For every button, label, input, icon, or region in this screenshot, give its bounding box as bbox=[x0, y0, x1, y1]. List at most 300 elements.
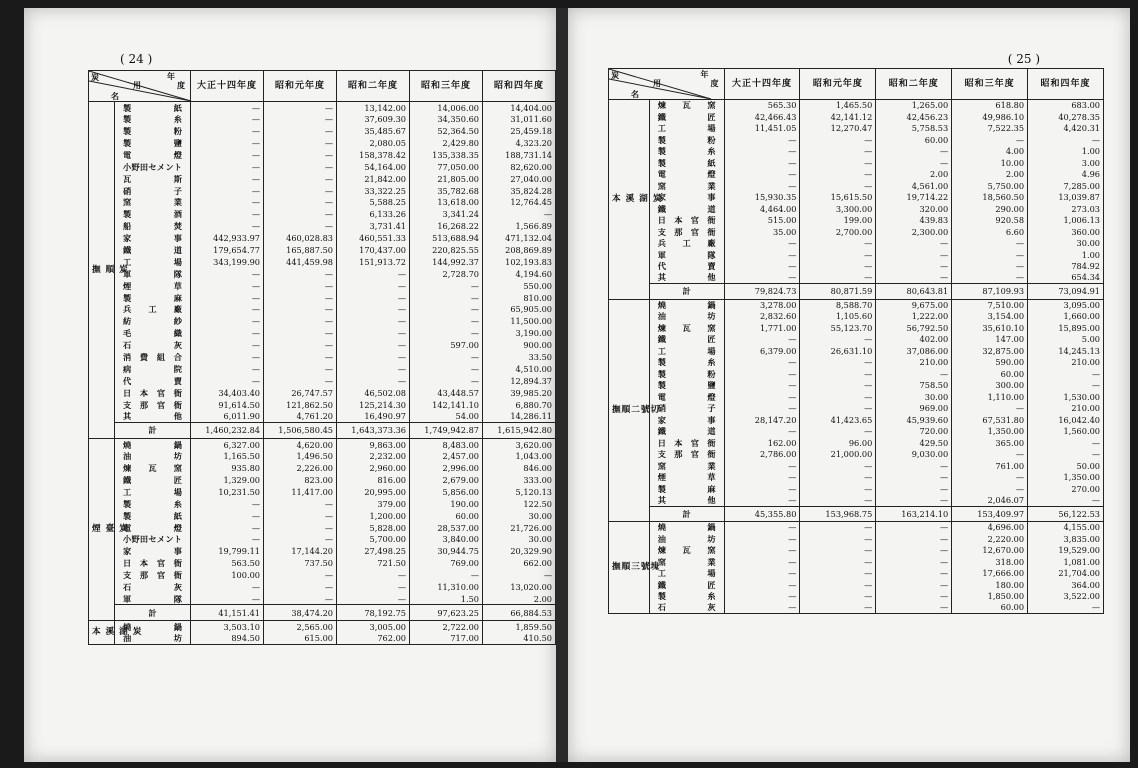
value-cell: 1,496.50 bbox=[264, 450, 337, 462]
value-cell: 16,490.97 bbox=[337, 411, 410, 423]
value-cell: 550.00 bbox=[483, 280, 556, 292]
value-cell: — bbox=[337, 268, 410, 280]
value-cell: — bbox=[876, 483, 952, 495]
header-name-label: 名 bbox=[111, 91, 120, 101]
value-cell: — bbox=[724, 368, 800, 380]
value-cell: 3,005.00 bbox=[337, 621, 410, 633]
value-cell: 9,030.00 bbox=[876, 449, 952, 461]
table-row bbox=[89, 209, 556, 221]
value-cell: 151,913.72 bbox=[337, 256, 410, 268]
usage-label: 鐵匠 bbox=[649, 579, 724, 591]
usage-label: 其他 bbox=[649, 495, 724, 507]
table-row bbox=[609, 403, 1104, 415]
value-cell: 761.00 bbox=[952, 460, 1028, 472]
header-year: 昭和三年度 bbox=[410, 71, 483, 102]
usage-label: 日本官衙 bbox=[115, 557, 191, 569]
table-row bbox=[89, 363, 556, 375]
usage-label: 製紙 bbox=[649, 157, 724, 169]
value-cell: 210.00 bbox=[876, 357, 952, 369]
usage-label: 窯業 bbox=[115, 197, 191, 209]
value-cell: — bbox=[483, 209, 556, 221]
value-cell: 2,786.00 bbox=[724, 449, 800, 461]
value-cell: 60.00 bbox=[410, 510, 483, 522]
value-cell: 8,483.00 bbox=[410, 438, 483, 450]
table-row bbox=[609, 226, 1104, 238]
table-row bbox=[89, 113, 556, 125]
usage-label: 其他 bbox=[649, 272, 724, 284]
value-cell: 147.00 bbox=[952, 334, 1028, 346]
value-cell: — bbox=[724, 249, 800, 261]
value-cell: 42,466.43 bbox=[724, 111, 800, 123]
value-cell: — bbox=[1028, 134, 1104, 146]
value-cell: — bbox=[264, 593, 337, 605]
table-row bbox=[609, 146, 1104, 158]
table-row bbox=[609, 180, 1104, 192]
table-row bbox=[609, 602, 1104, 614]
value-cell: — bbox=[800, 568, 876, 580]
usage-label: 製糸 bbox=[649, 357, 724, 369]
value-cell: 935.80 bbox=[191, 462, 264, 474]
table-row bbox=[609, 437, 1104, 449]
value-cell: 2,832.60 bbox=[724, 311, 800, 323]
value-cell: 21,704.00 bbox=[1028, 568, 1104, 580]
value-cell: — bbox=[800, 545, 876, 557]
usage-label: 軍隊 bbox=[649, 249, 724, 261]
value-cell: 20,329.90 bbox=[483, 545, 556, 557]
value-cell: 6,379.00 bbox=[724, 345, 800, 357]
value-cell: — bbox=[724, 169, 800, 181]
value-cell: — bbox=[724, 460, 800, 472]
table-row bbox=[609, 568, 1104, 580]
page-number: ( 24 ) bbox=[120, 52, 153, 66]
value-cell: 9,863.00 bbox=[337, 438, 410, 450]
value-cell: 5,588.25 bbox=[337, 197, 410, 209]
value-cell: — bbox=[724, 556, 800, 568]
value-cell: — bbox=[191, 593, 264, 605]
total-label: 計 bbox=[649, 284, 724, 300]
table-row bbox=[89, 545, 556, 557]
value-cell: 19,799.11 bbox=[191, 545, 264, 557]
value-cell: 4,510.00 bbox=[483, 363, 556, 375]
value-cell: 565.30 bbox=[724, 100, 800, 112]
value-cell: — bbox=[952, 272, 1028, 284]
usage-label: 支那官衙 bbox=[115, 399, 191, 411]
table-row bbox=[89, 486, 556, 498]
value-cell: 1,006.13 bbox=[1028, 215, 1104, 227]
value-cell: 1,222.00 bbox=[876, 311, 952, 323]
total-value-cell: 1,460,232.84 bbox=[191, 423, 264, 439]
table-header bbox=[89, 71, 556, 102]
usage-label: 家事 bbox=[649, 414, 724, 426]
value-cell: 43,448.57 bbox=[410, 387, 483, 399]
value-cell: — bbox=[264, 113, 337, 125]
value-cell: 460,028.83 bbox=[264, 232, 337, 244]
value-cell: 5.00 bbox=[1028, 334, 1104, 346]
value-cell: — bbox=[264, 292, 337, 304]
usage-label: 製酒 bbox=[115, 209, 191, 221]
value-cell: 270.00 bbox=[1028, 483, 1104, 495]
value-cell: 162.00 bbox=[724, 437, 800, 449]
value-cell: 42,141.12 bbox=[800, 111, 876, 123]
value-cell: 15,930.35 bbox=[724, 192, 800, 204]
value-cell: 31,011.60 bbox=[483, 113, 556, 125]
value-cell: 2,996.00 bbox=[410, 462, 483, 474]
value-cell: 54,164.00 bbox=[337, 161, 410, 173]
value-cell: 1.50 bbox=[410, 593, 483, 605]
value-cell: — bbox=[264, 197, 337, 209]
usage-label: 日本官衙 bbox=[649, 215, 724, 227]
value-cell: — bbox=[876, 146, 952, 158]
value-cell: 190.00 bbox=[410, 498, 483, 510]
value-cell: 683.00 bbox=[1028, 100, 1104, 112]
usage-label: 油坊 bbox=[649, 533, 724, 545]
value-cell: — bbox=[410, 569, 483, 581]
usage-label: 製糸 bbox=[115, 498, 191, 510]
value-cell: 758.50 bbox=[876, 380, 952, 392]
value-cell: 158,378.42 bbox=[337, 149, 410, 161]
usage-label: 小野田セメント bbox=[115, 161, 191, 173]
value-cell: 188,731.14 bbox=[483, 149, 556, 161]
value-cell: 135,338.35 bbox=[410, 149, 483, 161]
usage-label: 支那官衙 bbox=[649, 449, 724, 461]
table-row bbox=[609, 203, 1104, 215]
value-cell: 563.50 bbox=[191, 557, 264, 569]
table-row bbox=[89, 510, 556, 522]
value-cell: — bbox=[264, 173, 337, 185]
value-cell: — bbox=[191, 161, 264, 173]
value-cell: 2,046.07 bbox=[952, 495, 1028, 507]
value-cell: 14,006.00 bbox=[410, 102, 483, 114]
header-degree-label: 度 bbox=[177, 80, 186, 90]
value-cell: 17,144.20 bbox=[264, 545, 337, 557]
value-cell: 220,825.55 bbox=[410, 244, 483, 256]
left-page bbox=[24, 8, 556, 762]
usage-label: 窯業 bbox=[649, 180, 724, 192]
usage-label: 燒鍋 bbox=[115, 438, 191, 450]
value-cell: 18,560.50 bbox=[952, 192, 1028, 204]
value-cell: 17,666.00 bbox=[952, 568, 1028, 580]
value-cell: — bbox=[800, 591, 876, 603]
value-cell: — bbox=[264, 185, 337, 197]
value-cell: — bbox=[191, 125, 264, 137]
value-cell: 5,700.00 bbox=[337, 534, 410, 546]
value-cell: — bbox=[410, 292, 483, 304]
value-cell: 4,464.00 bbox=[724, 203, 800, 215]
value-cell: — bbox=[876, 249, 952, 261]
value-cell: — bbox=[952, 472, 1028, 484]
value-cell: 15,895.00 bbox=[1028, 322, 1104, 334]
table-row bbox=[609, 414, 1104, 426]
value-cell: 4.00 bbox=[952, 146, 1028, 158]
value-cell: 1,200.00 bbox=[337, 510, 410, 522]
usage-label: 煉瓦窯 bbox=[115, 462, 191, 474]
value-cell: 54.00 bbox=[410, 411, 483, 423]
usage-label: 其他 bbox=[115, 411, 191, 423]
value-cell: — bbox=[337, 280, 410, 292]
value-cell: — bbox=[800, 157, 876, 169]
value-cell: 20,995.00 bbox=[337, 486, 410, 498]
value-cell: 33,322.25 bbox=[337, 185, 410, 197]
table-row bbox=[89, 232, 556, 244]
value-cell: 3,620.00 bbox=[483, 438, 556, 450]
value-cell: 33.50 bbox=[483, 351, 556, 363]
header-year: 昭和二年度 bbox=[337, 71, 410, 102]
usage-label: 日本官衙 bbox=[115, 387, 191, 399]
value-cell: 2,080.05 bbox=[337, 137, 410, 149]
table-row bbox=[89, 411, 556, 423]
header-year-label: 年 bbox=[167, 71, 176, 81]
value-cell: — bbox=[264, 375, 337, 387]
value-cell: 179,654.77 bbox=[191, 244, 264, 256]
value-cell: 2,429.80 bbox=[410, 137, 483, 149]
usage-label: 硝子 bbox=[649, 403, 724, 415]
value-cell: 32,875.00 bbox=[952, 345, 1028, 357]
table-row bbox=[89, 450, 556, 462]
value-cell: 144,992.37 bbox=[410, 256, 483, 268]
value-cell: 11,417.00 bbox=[264, 486, 337, 498]
table-row bbox=[89, 304, 556, 316]
total-value-cell: 79,824.73 bbox=[724, 284, 800, 300]
value-cell: — bbox=[800, 180, 876, 192]
value-cell: — bbox=[724, 403, 800, 415]
value-cell: — bbox=[264, 363, 337, 375]
value-cell: — bbox=[724, 146, 800, 158]
value-cell: — bbox=[800, 579, 876, 591]
value-cell: — bbox=[800, 272, 876, 284]
value-cell: 122.50 bbox=[483, 498, 556, 510]
value-cell: 1,850.00 bbox=[952, 591, 1028, 603]
value-cell: 1,350.00 bbox=[1028, 472, 1104, 484]
value-cell: 3,190.00 bbox=[483, 327, 556, 339]
value-cell: 618.80 bbox=[952, 100, 1028, 112]
table-row bbox=[89, 244, 556, 256]
value-cell: 720.00 bbox=[876, 426, 952, 438]
value-cell: 769.00 bbox=[410, 557, 483, 569]
value-cell: 1,329.00 bbox=[191, 474, 264, 486]
value-cell: — bbox=[410, 375, 483, 387]
value-cell: — bbox=[264, 137, 337, 149]
total-row bbox=[89, 423, 556, 439]
value-cell: 67,531.80 bbox=[952, 414, 1028, 426]
value-cell: — bbox=[264, 125, 337, 137]
value-cell: — bbox=[264, 581, 337, 593]
value-cell: — bbox=[191, 304, 264, 316]
table-row bbox=[609, 460, 1104, 472]
value-cell: 300.00 bbox=[952, 380, 1028, 392]
value-cell: 442,933.97 bbox=[191, 232, 264, 244]
table-row bbox=[89, 256, 556, 268]
value-cell: — bbox=[876, 579, 952, 591]
value-cell: 25,459.18 bbox=[483, 125, 556, 137]
table-row bbox=[609, 357, 1104, 369]
table-row bbox=[89, 220, 556, 232]
usage-label: 電燈 bbox=[649, 169, 724, 181]
value-cell: 65,905.00 bbox=[483, 304, 556, 316]
value-cell: — bbox=[1028, 437, 1104, 449]
value-cell: — bbox=[724, 180, 800, 192]
usage-label: 軍隊 bbox=[115, 593, 191, 605]
value-cell: — bbox=[800, 357, 876, 369]
value-cell: 6,327.00 bbox=[191, 438, 264, 450]
value-cell: 42,456.23 bbox=[876, 111, 952, 123]
usage-label: 製麻 bbox=[649, 483, 724, 495]
value-cell: — bbox=[800, 249, 876, 261]
table-row bbox=[609, 449, 1104, 461]
value-cell: 1,530.00 bbox=[1028, 391, 1104, 403]
table-row bbox=[89, 197, 556, 209]
total-label: 計 bbox=[115, 605, 191, 621]
value-cell: 60.00 bbox=[876, 134, 952, 146]
usage-label: 工場 bbox=[649, 568, 724, 580]
value-cell: 5,120.13 bbox=[483, 486, 556, 498]
usage-label: 兵工廠 bbox=[115, 304, 191, 316]
table-row bbox=[609, 472, 1104, 484]
value-cell: 3,278.00 bbox=[724, 299, 800, 311]
usage-label: 電燈 bbox=[115, 522, 191, 534]
total-value-cell: 153,409.97 bbox=[952, 506, 1028, 522]
usage-label: 製粉 bbox=[649, 134, 724, 146]
coal-usage-table-right bbox=[608, 68, 1104, 614]
table-row bbox=[609, 334, 1104, 346]
value-cell: 12,764.45 bbox=[483, 197, 556, 209]
value-cell: 3,503.10 bbox=[191, 621, 264, 633]
table-row bbox=[609, 545, 1104, 557]
coal-usage-table-left bbox=[88, 70, 556, 645]
usage-label: 油坊 bbox=[649, 311, 724, 323]
usage-label: 窯業 bbox=[649, 460, 724, 472]
value-cell: — bbox=[264, 534, 337, 546]
value-cell: 590.00 bbox=[952, 357, 1028, 369]
table-row bbox=[609, 345, 1104, 357]
usage-label: 家事 bbox=[115, 545, 191, 557]
value-cell: — bbox=[191, 510, 264, 522]
value-cell: 35,824.28 bbox=[483, 185, 556, 197]
table-header bbox=[609, 69, 1104, 100]
table-row bbox=[609, 495, 1104, 507]
total-value-cell: 45,355.80 bbox=[724, 506, 800, 522]
value-cell: — bbox=[800, 238, 876, 250]
value-cell: 1.00 bbox=[1028, 249, 1104, 261]
value-cell: 5,856.00 bbox=[410, 486, 483, 498]
value-cell: 41,423.65 bbox=[800, 414, 876, 426]
usage-label: 家事 bbox=[649, 192, 724, 204]
value-cell: 27,040.00 bbox=[483, 173, 556, 185]
table-row bbox=[89, 534, 556, 546]
value-cell: — bbox=[876, 533, 952, 545]
value-cell: 9,675.00 bbox=[876, 299, 952, 311]
usage-label: 製粉 bbox=[115, 125, 191, 137]
value-cell: 2.00 bbox=[483, 593, 556, 605]
value-cell: — bbox=[337, 327, 410, 339]
total-value-cell: 87,109.93 bbox=[952, 284, 1028, 300]
value-cell: 7,510.00 bbox=[952, 299, 1028, 311]
value-cell: — bbox=[800, 533, 876, 545]
total-label: 計 bbox=[649, 506, 724, 522]
value-cell: 27,498.25 bbox=[337, 545, 410, 557]
table-row bbox=[609, 426, 1104, 438]
value-cell: 15,615.50 bbox=[800, 192, 876, 204]
table-row bbox=[609, 322, 1104, 334]
value-cell: 28,537.00 bbox=[410, 522, 483, 534]
value-cell: 4,761.20 bbox=[264, 411, 337, 423]
value-cell: 210.00 bbox=[1028, 357, 1104, 369]
usage-label: 油坊 bbox=[115, 633, 191, 645]
table-row bbox=[89, 581, 556, 593]
value-cell: — bbox=[876, 495, 952, 507]
table-row bbox=[609, 123, 1104, 135]
value-cell: — bbox=[410, 304, 483, 316]
value-cell: 364.00 bbox=[1028, 579, 1104, 591]
value-cell: 170,437.00 bbox=[337, 244, 410, 256]
value-cell: — bbox=[1028, 449, 1104, 461]
usage-label: 家事 bbox=[115, 232, 191, 244]
value-cell: 343,199.90 bbox=[191, 256, 264, 268]
table-row bbox=[89, 102, 556, 114]
table-row bbox=[609, 261, 1104, 273]
value-cell: 410.50 bbox=[483, 633, 556, 645]
value-cell: 3.00 bbox=[1028, 157, 1104, 169]
value-cell: — bbox=[264, 498, 337, 510]
value-cell: — bbox=[191, 375, 264, 387]
usage-label: 代賣 bbox=[649, 261, 724, 273]
value-cell: 34,403.40 bbox=[191, 387, 264, 399]
usage-label: 鐵道 bbox=[649, 203, 724, 215]
value-cell: 142,141.10 bbox=[410, 399, 483, 411]
value-cell: 2,728.70 bbox=[410, 268, 483, 280]
table-row bbox=[609, 169, 1104, 181]
coal-type-label: 撫順三號塊 bbox=[609, 522, 650, 614]
usage-label: 硝子 bbox=[115, 185, 191, 197]
table-row bbox=[609, 368, 1104, 380]
usage-label: 鐵匠 bbox=[115, 474, 191, 486]
value-cell: — bbox=[724, 134, 800, 146]
value-cell: — bbox=[724, 238, 800, 250]
header-use-label: 用 bbox=[133, 80, 142, 90]
value-cell: 333.00 bbox=[483, 474, 556, 486]
coal-type-label: 煙 臺 炭 bbox=[89, 438, 115, 620]
value-cell: — bbox=[800, 146, 876, 158]
table-row bbox=[609, 591, 1104, 603]
value-cell: 11,500.00 bbox=[483, 316, 556, 328]
total-value-cell: 153,968.75 bbox=[800, 506, 876, 522]
value-cell: — bbox=[264, 102, 337, 114]
usage-label: 日本官衙 bbox=[649, 437, 724, 449]
usage-label: 製鹽 bbox=[115, 137, 191, 149]
table-row bbox=[89, 462, 556, 474]
value-cell: — bbox=[191, 268, 264, 280]
value-cell: 208,869.89 bbox=[483, 244, 556, 256]
value-cell: 2,457.00 bbox=[410, 450, 483, 462]
value-cell: 402.00 bbox=[876, 334, 952, 346]
usage-label: 製紙 bbox=[115, 510, 191, 522]
value-cell: — bbox=[1028, 368, 1104, 380]
value-cell: 121,862.50 bbox=[264, 399, 337, 411]
header-name-label: 名 bbox=[631, 89, 640, 99]
header-diagonal-cell bbox=[89, 71, 191, 102]
value-cell: 1,165.50 bbox=[191, 450, 264, 462]
value-cell: 96.00 bbox=[800, 437, 876, 449]
usage-label: 製糸 bbox=[649, 146, 724, 158]
value-cell: 597.00 bbox=[410, 339, 483, 351]
value-cell: — bbox=[337, 569, 410, 581]
value-cell: — bbox=[191, 327, 264, 339]
value-cell: — bbox=[191, 522, 264, 534]
value-cell: 199.00 bbox=[800, 215, 876, 227]
usage-label: 燒鍋 bbox=[649, 522, 724, 534]
value-cell: 26,747.57 bbox=[264, 387, 337, 399]
value-cell: 816.00 bbox=[337, 474, 410, 486]
value-cell: — bbox=[191, 209, 264, 221]
